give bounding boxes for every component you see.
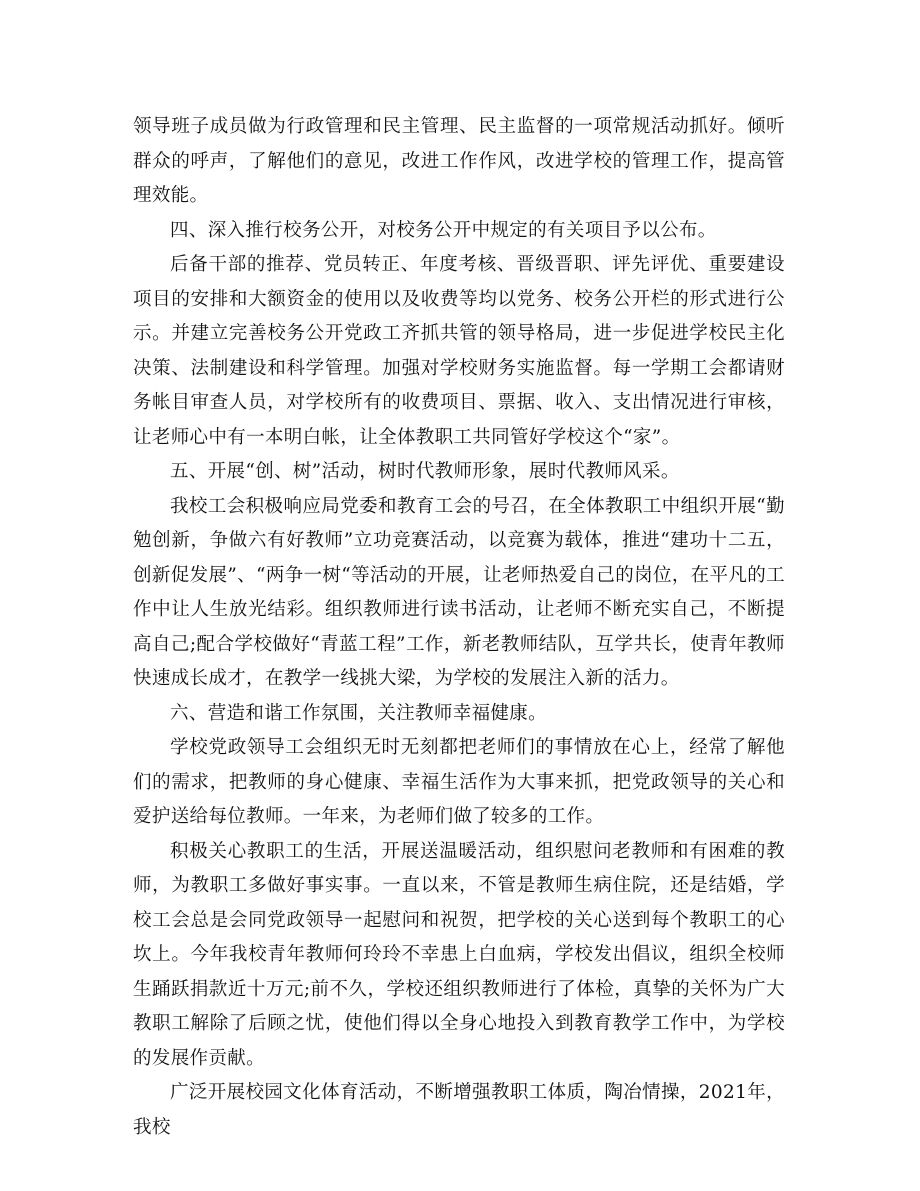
section-heading-5: 五、开展“创、树”活动，树时代教师形象，展时代教师风采。 <box>170 461 680 482</box>
paragraph-continuation: 领导班子成员做为行政管理和民主管理、民主监督的一项常规活动抓好。倾听群众的呼声，了解他们的意见，改进工作作风，改进学校的管理工作，提高管理效能。 <box>133 116 785 206</box>
paragraph-activities: 广泛开展校园文化体育活动，不断增强教职工体质，陶冶情操，2021年，我校 <box>133 1082 785 1138</box>
paragraph-competition: 我校工会积极响应局党委和教育工会的号召，在全体教职工中组织开展“勤勉创新，争做六有好教师”立功竞赛活动，以竞赛为载体，推进“建功十二五，创新促发展”、“两争一树“等活动的开展，让老师热爱自己的岗位，在平凡的工作中让人生放光结彩。组织教师进行读书活动，让老师不断充实自己，不断提高自己;配合学校做好“青蓝工程”工作，新老教师结队，互学共长，使青年教师快速成长成才，在教学一线挑大梁，为学校的发展注入新的活力。 <box>133 495 785 689</box>
paragraph-welfare: 积极关心教职工的生活，开展送温暖活动，组织慰问老教师和有困难的教师，为教职工多做好事实事。一直以来，不管是教师生病住院，还是结婚，学校工会总是会同党政领导一起慰问和祝贺，把学校的关心送到每个教职工的心坎上。今年我校青年教师何玲玲不幸患上白血病，学校发出倡议，组织全校师生踊跃捐款近十万元;前不久，学校还组织教师进行了体检，真挚的关怀为广大教职工解除了后顾之忧，使他们得以全身心地投入到教育教学工作中，为学校的发展作贡献。 <box>133 840 785 1069</box>
paragraph-publicity: 后备干部的推荐、党员转正、年度考核、晋级晋职、评先评优、重要建设项目的安排和大额资金的使用以及收费等均以党务、校务公开栏的形式进行公示。并建立完善校务公开党政工齐抓共管的领导格局，进一步促进学校民主化决策、法制建设和科学管理。加强对学校财务实施监督。每一学期工会都请财务帐目审查人员，对学校所有的收费项目、票据、收入、支出情况进行审核，让老师心中有一本明白帐，让全体教职工共同管好学校这个“家”。 <box>133 254 785 448</box>
paragraph-care: 学校党政领导工会组织无时无刻都把老师们的事情放在心上，经常了解他们的需求，把教师的身心健康、幸福生活作为大事来抓，把党政领导的关心和爱护送给每位教师。一年来，为老师们做了较多的工作。 <box>133 737 785 827</box>
section-heading-6: 六、营造和谐工作氛围，关注教师幸福健康。 <box>170 702 548 724</box>
section-heading-4: 四、深入推行校务公开，对校务公开中规定的有关项目予以公布。 <box>170 219 717 241</box>
document-body <box>133 110 785 1145</box>
